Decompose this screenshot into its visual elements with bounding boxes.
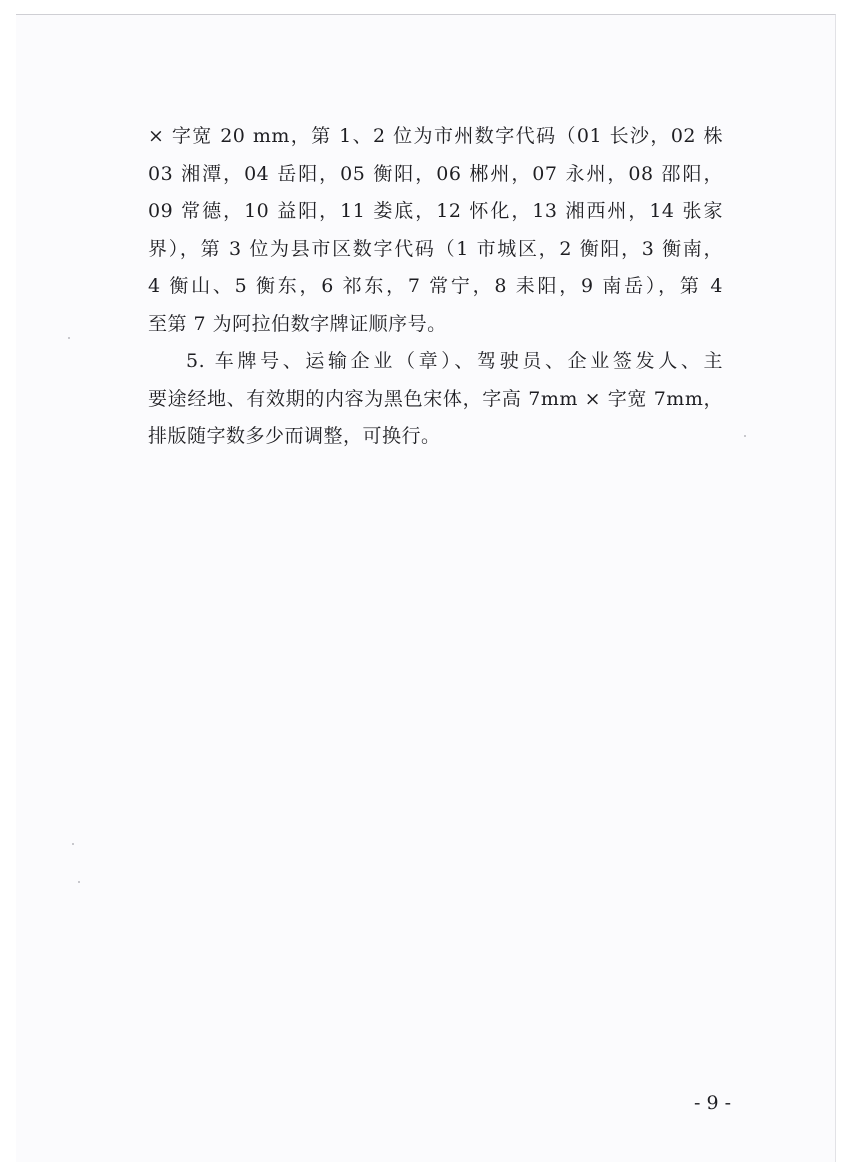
- text-line: 5. 车牌号、运输企业（章）、驾驶员、企业签发人、主: [186, 350, 723, 372]
- text-line: 界），第 3 位为县市区数字代码（1 市城区，2 衡阳，3 衡南，: [148, 237, 723, 260]
- text-line: 4 衡山、5 衡东，6 祁东，7 常宁，8 耒阳，9 南岳），第 4: [148, 275, 723, 297]
- scan-speck: [744, 435, 746, 437]
- text-line: 至第 7 为阿拉伯数字牌证顺序号。: [148, 312, 447, 335]
- text-line: 要途经地、有效期的内容为黑色宋体，字高 7mm × 字宽 7mm，: [148, 387, 723, 410]
- text-line: 09 常德，10 益阳，11 娄底，12 怀化，13 湘西州，14 张家: [148, 200, 723, 222]
- text-line: 03 湘潭，04 岳阳，05 衡阳，06 郴州，07 永州，08 邵阳，: [148, 162, 723, 185]
- scan-speck: [68, 337, 70, 339]
- text-line: 排版随字数多少而调整，可换行。: [148, 425, 441, 447]
- scan-speck: [78, 881, 80, 883]
- body-text: [148, 118, 723, 456]
- text-line: × 字宽 20 mm，第 1、2 位为市州数字代码（01 长沙，02 株: [148, 125, 723, 147]
- page-number: - 9 -: [694, 1092, 732, 1114]
- scan-speck: [72, 843, 74, 845]
